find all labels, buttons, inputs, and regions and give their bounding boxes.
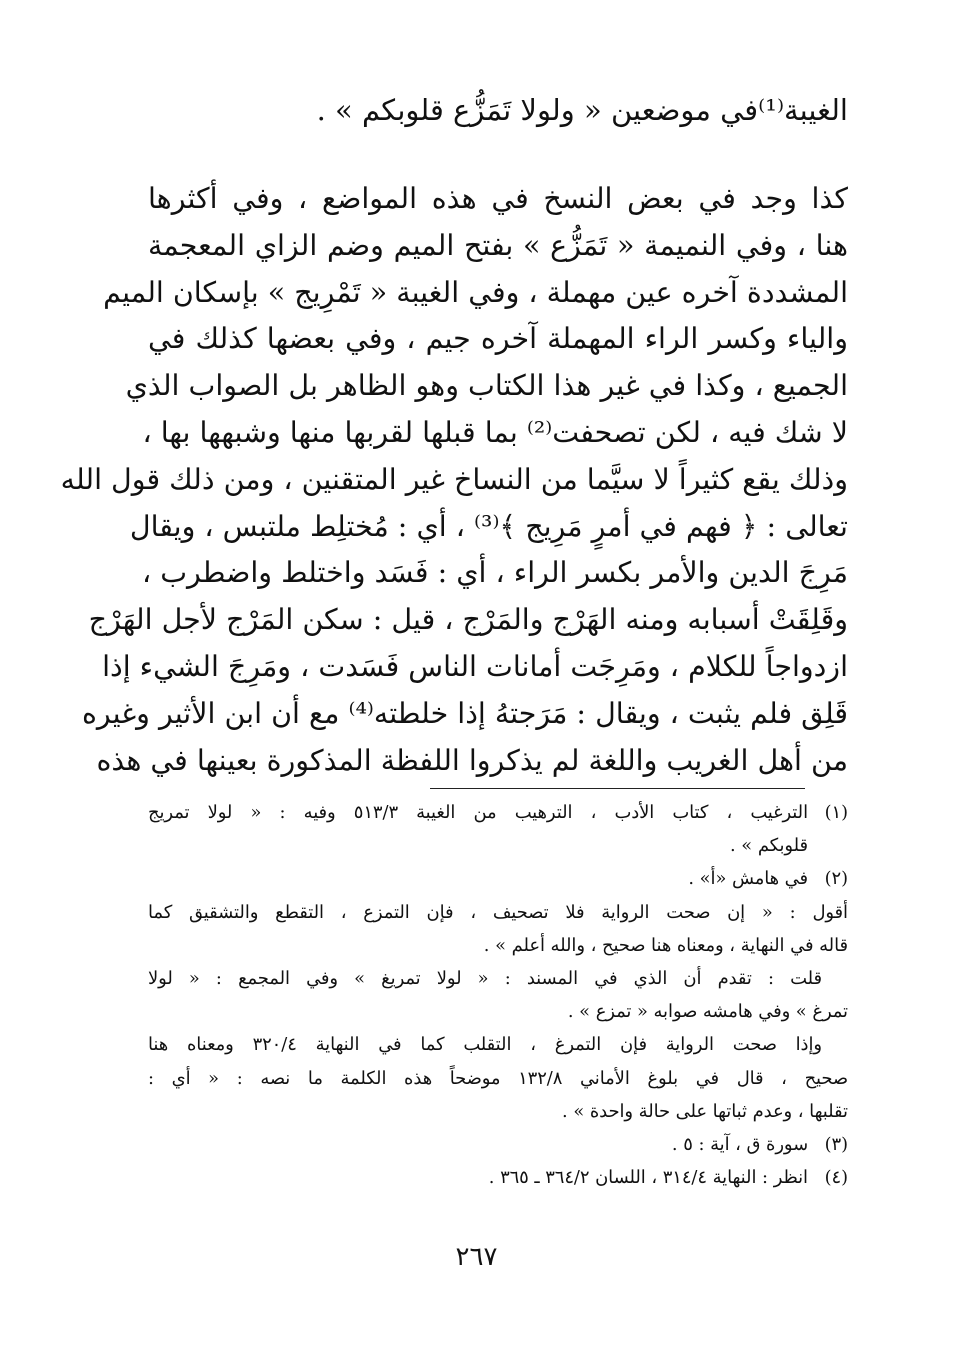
footnote-text: تمرغ » وفي هامشه صوابه « تمزع » . <box>567 1001 848 1023</box>
footnotes <box>148 796 848 1194</box>
footnote-text: سورة ق ، آية : ٥ . <box>671 1133 808 1155</box>
text-line: كذا وجد في بعض النسخ في هذه المواضع ، وفي أكثرها <box>148 182 848 215</box>
text-line: قَلِق فلم يثبت ، ويقال : مَرَجتهُ إذا خلطته⁽⁴⁾ مع أن ابن الأثير وغيره <box>82 696 848 730</box>
footnote-separator <box>430 788 805 789</box>
footnote-text: تقلبها ، وعدم ثباتها على حالة واحدة » . <box>562 1100 848 1122</box>
footnote-number: (١) <box>824 802 849 823</box>
text-line: من أهل الغريب واللغة لم يذكروا اللفظة المذكورة بعينها في هذه <box>96 743 848 777</box>
footnote-text: في هامش «أ» . <box>688 868 808 890</box>
text-line: والياء وكسر الراء المهملة آخره جيم ، وفي بعضها كذلك في <box>148 322 848 356</box>
text-line: هنا ، وفي النميمة « تَمَزُّع » بفتح الميم وضم الزاي المعجمة <box>148 228 848 262</box>
continued-line: الغيبة⁽¹⁾في موضعين « ولولا تَمَزُّع قلوبكم » . <box>316 93 848 127</box>
footnote-4 <box>148 1161 848 1194</box>
text-line: وذلك يقع كثيراً لا سيَّما من النساخ غير المتقنين ، ومن ذلك قول الله <box>60 462 848 496</box>
footnote-number: (٣) <box>824 1133 848 1155</box>
text-line: الجميع ، وكذا في غير هذا الكتاب وهو الظاهر بل الصواب الذي <box>125 369 848 403</box>
footnote-text: صحيح ، قال في بلوغ الأماني ١٣٢/٨ موضحاً هذه الكلمة ما نصه : « أي : <box>148 1067 849 1089</box>
text-line: وقَلِقَتْ أسبابه ومنه الهَرْج والمَرْج ، قيل : سكن المَرْج لأجل الهَرْج <box>88 603 848 637</box>
footnote-text: انظر : النهاية ٣١٤/٤ ، اللسان ٣٦٤/٢ ـ ٣٦٥ . <box>488 1167 808 1189</box>
footnote-1 <box>148 796 848 829</box>
footnote-number: (٤) <box>824 1167 848 1189</box>
text-line: المشددة آخره عين مهملة ، وفي الغيبة « تَمْرِيج » بإسكان الميم <box>103 275 848 309</box>
footnote-text: أقول : « إن صحت الرواية فلا تصحيف ، فإن التمزع ، التقطع والتشقيق كما <box>148 901 848 923</box>
footnote-number: (٢) <box>824 868 848 890</box>
main-text <box>60 176 848 784</box>
footnote-text: الترغيب ، كتاب الأدب ، الترهيب من الغيبة ٥١٣/٣ وفيه : « لولا تمريج <box>148 802 809 823</box>
text-line: لا شك فيه ، لكن تصحفت⁽²⁾ بما قبلها لقربها منها وشبهها بها ، <box>142 415 848 449</box>
footnote-text: قلت : تقدم أن الذي في المسند : « لولا تمريغ » وفي المجمع : « لولا <box>148 967 822 989</box>
text-line: تعالى : ﴿ فهم في أمرٍ مَرِيج ﴾⁽³⁾ ، أي : مُختلِط ملتبس ، ويقال <box>129 509 848 543</box>
footnote-text: قلوبكم » . <box>729 835 808 857</box>
text-line: مَرِجَ الدين والأمر بكسر الراء ، أي : فَسَد واختلط واضطرب ، <box>141 556 848 590</box>
footnote-text: وإذا صحت الرواية فإن التمرغ ، التقلب كما في النهاية ٣٢٠/٤ ومعناه هنا <box>148 1034 822 1056</box>
footnote-2 <box>148 862 848 895</box>
text-line: ازدواجاً للكلام ، ومَرِجَت أمانات الناس فَسَدت ، ومَرِجَ الشيء إذا <box>102 649 848 683</box>
footnote-text: قاله في النهاية ، ومعناه هنا صحيح ، والله أعلم » . <box>483 934 848 956</box>
footnote-3 <box>148 1128 848 1161</box>
page-number: ٢٦٧ <box>455 1242 498 1272</box>
